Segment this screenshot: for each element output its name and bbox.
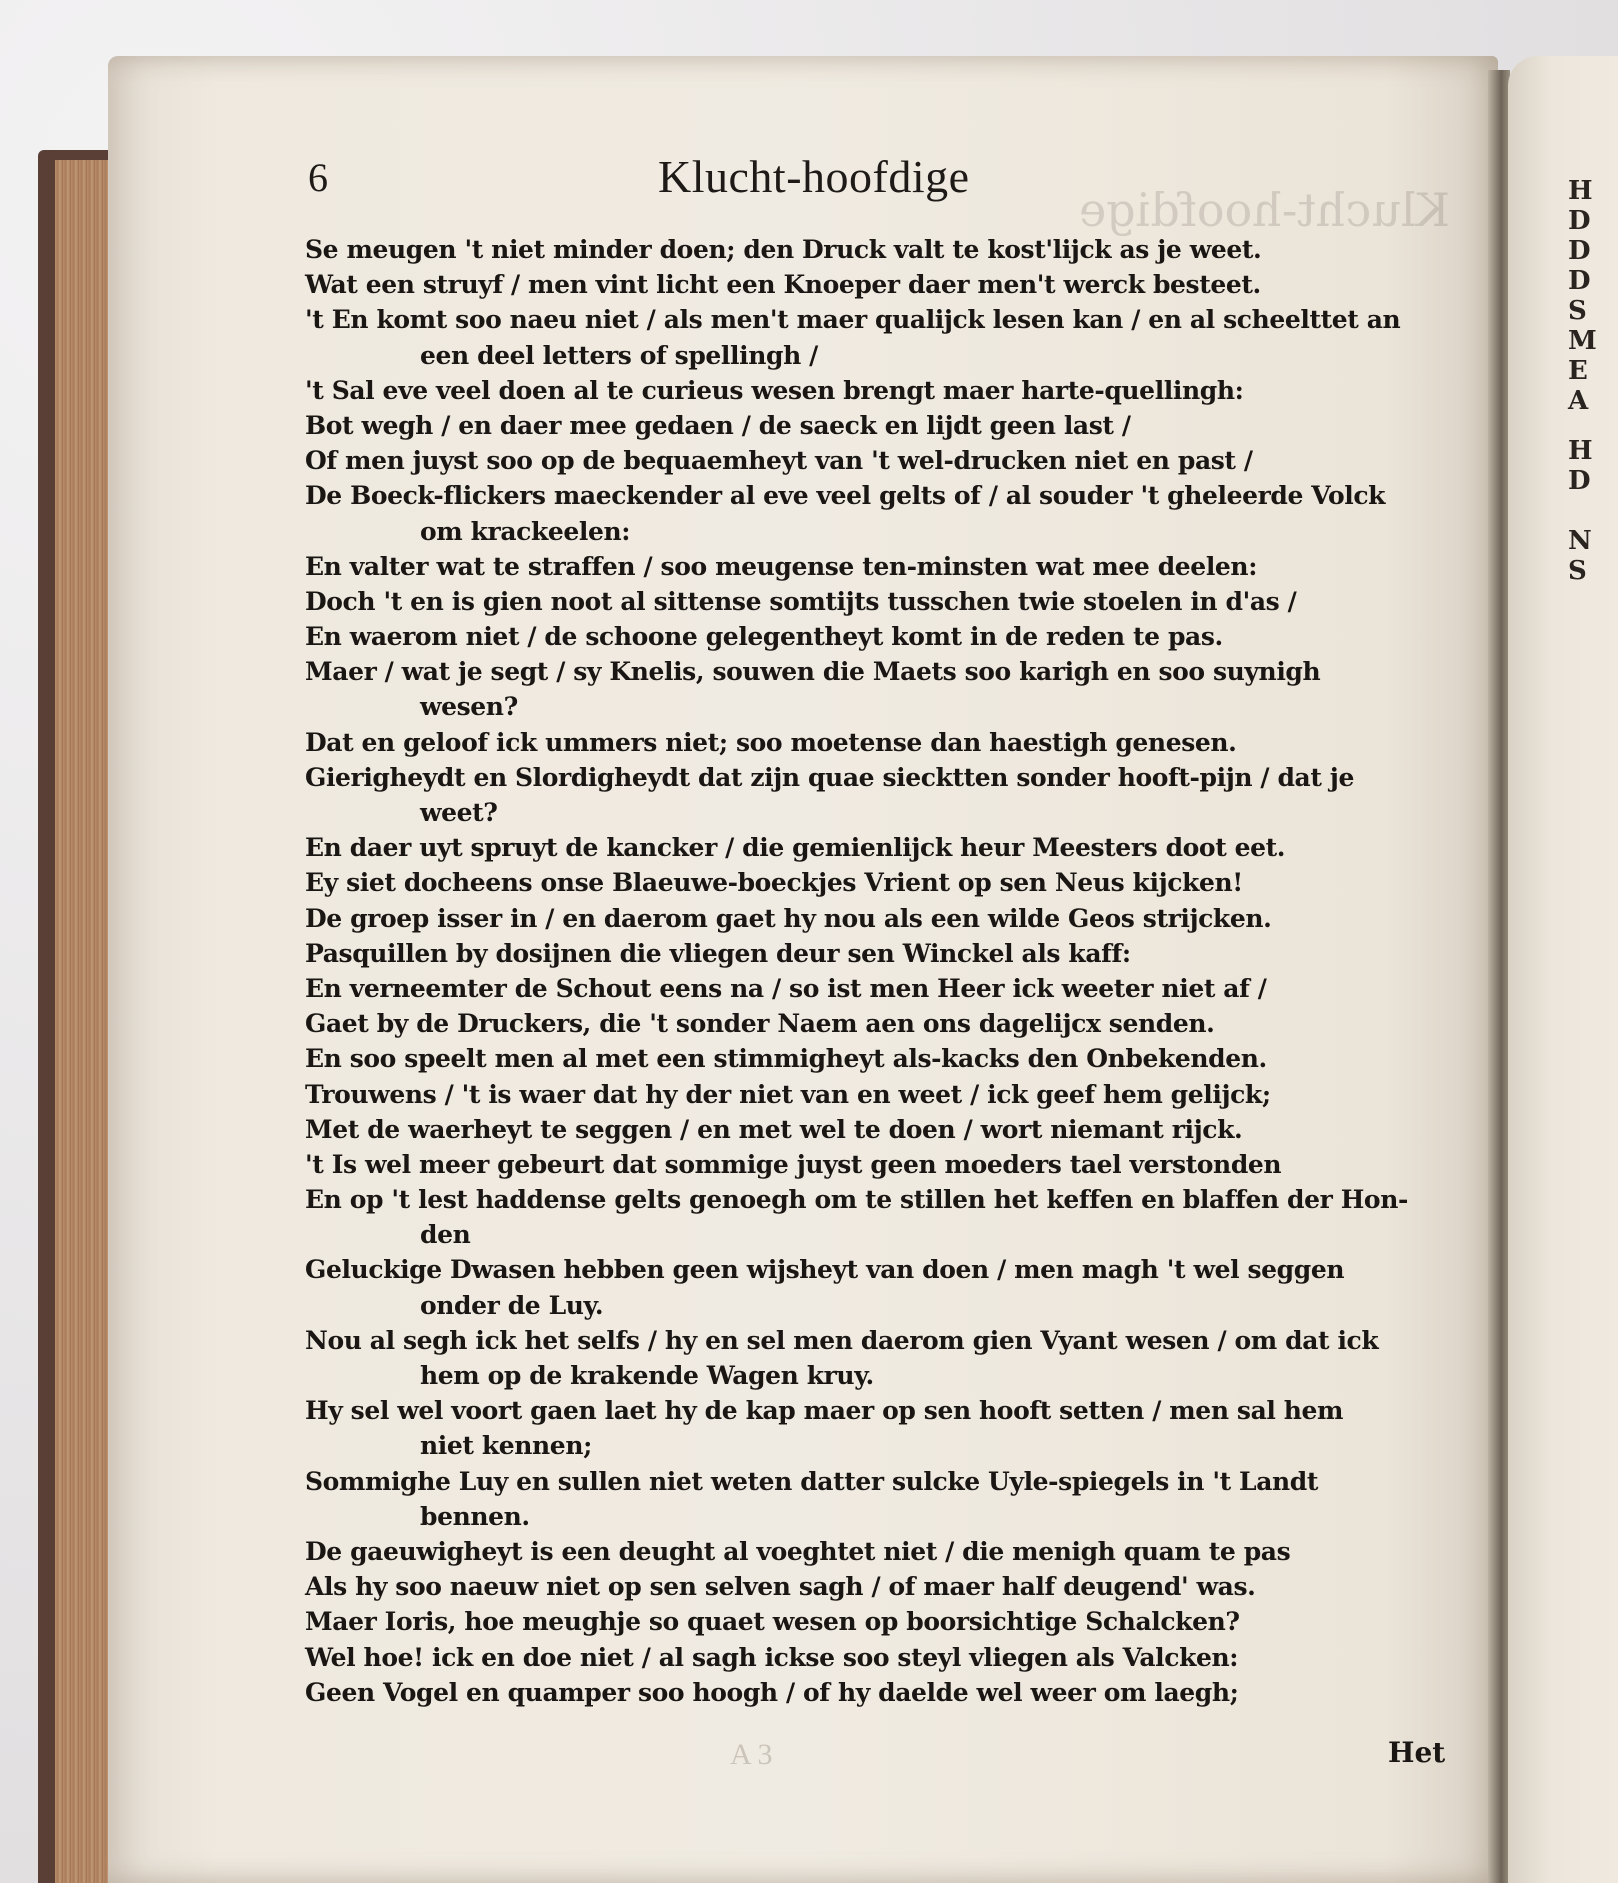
verse-line: De Boeck-flickers maeckender al eve veel gelts of / al souder 't gheleerde Volck	[305, 481, 1386, 511]
verse-line: 't En komt soo naeu niet / als men't maer qualijck lesen kan / en al scheelttet an	[305, 305, 1401, 335]
verse-line: En soo speelt men al met een stimmigheyt als-kacks den Onbekenden.	[305, 1044, 1267, 1074]
verse-line: En daer uyt spruyt de kancker / die gemienlijck heur Meesters doot eet.	[305, 833, 1286, 863]
verse-line-continuation: hem op de krakende Wagen kruy.	[420, 1361, 874, 1390]
verse-line: 't Sal eve veel doen al te curieus wesen brengt maer harte-quellingh:	[305, 375, 1244, 405]
verse-line-continuation: bennen.	[420, 1501, 530, 1531]
facing-page-edge	[1508, 56, 1618, 1883]
facing-page-glyph: M	[1568, 326, 1597, 356]
verse-line-continuation: den	[420, 1220, 471, 1250]
verse-line: De gaeuwigheyt is een deught al voeghtet niet / die menigh quam te pas	[305, 1536, 1291, 1566]
signature-mark-ghost: A 3	[730, 1738, 773, 1771]
verse-line-continuation: onder de Luy.	[420, 1290, 604, 1320]
verse-line: Wel hoe! ick en doe niet / al sagh ickse soo steyl vliegen als Valcken:	[305, 1642, 1239, 1672]
verse-line: 't Is wel meer gebeurt dat sommige juyst geen moeders tael verstonden	[305, 1149, 1282, 1179]
page-header	[308, 150, 1408, 210]
running-head: Klucht-hoofdige	[658, 151, 970, 202]
verse-line: Sommighe Luy en sullen niet weten datter sulcke Uyle-spiegels in 't Landt	[305, 1466, 1319, 1496]
verse-line: Gaet by de Druckers, die 't sonder Naem aen ons dagelijcx senden.	[305, 1009, 1215, 1039]
verse-line: Pasquillen by dosijnen die vliegen deur sen Winckel als kaff:	[305, 938, 1131, 968]
verse-line: Met de waerheyt te seggen / en met wel te doen / wort niemant rijck.	[305, 1114, 1243, 1144]
verse-line: Geen Vogel en quamper soo hoogh / of hy daelde wel weer om laegh;	[305, 1677, 1239, 1707]
verse-line: De groep isser in / en daerom gaet hy nou als een wilde Geos strijcken.	[305, 903, 1272, 933]
verse-line: Nou al segh ick het selfs / hy en sel men daerom gien Vyant wesen / om dat ick	[305, 1325, 1379, 1355]
facing-page-glyph: E	[1568, 356, 1588, 386]
facing-page-glyph: H	[1568, 436, 1593, 466]
facing-page-glyph: S	[1568, 296, 1587, 326]
verse-line: Bot wegh / en daer mee gedaen / de saeck en lijdt geen last /	[305, 410, 1131, 440]
verse-line: Gierigheydt en Slordigheydt dat zijn quae siecktten sonder hooft-pijn / dat je	[305, 762, 1354, 792]
verse-line-continuation: wesen?	[420, 692, 518, 722]
verse-line: Hy sel wel voort gaen laet hy de kap maer op sen hooft setten / men sal hem	[305, 1396, 1344, 1426]
verse-line: Ey siet docheens onse Blaeuwe-boeckjes Vrient op sen Neus kijcken!	[305, 868, 1243, 898]
verse-line: En verneemter de Schout eens na / so ist men Heer ick weeter niet af /	[305, 973, 1267, 1003]
facing-page-glyph: H	[1568, 176, 1593, 206]
verse-line: Geluckige Dwasen hebben geen wijsheyt van doen / men magh 't wel seggen	[305, 1255, 1345, 1285]
verse-line: Maer Ioris, hoe meughje so quaet wesen op boorsichtige Schalcken?	[305, 1607, 1240, 1637]
verse-line: En valter wat te straffen / soo meugense ten-minsten wat mee deelen:	[305, 551, 1258, 581]
verse-line: Se meugen 't niet minder doen; den Druck valt te kost'lijck as je weet.	[305, 235, 1262, 264]
catchword: Het	[1388, 1736, 1446, 1769]
facing-page-glyph: S	[1568, 556, 1587, 586]
facing-page-glyph: D	[1568, 466, 1591, 496]
verse-line: En waerom niet / de schoone gelegentheyt komt in de reden te pas.	[305, 622, 1223, 652]
facing-page-glyph: A	[1568, 386, 1589, 416]
verse-line: Of men juyst soo op de bequaemheyt van 't wel-drucken niet en past /	[305, 446, 1253, 476]
verse-text-block	[305, 232, 1455, 1710]
verse-line-continuation: om krackeelen:	[420, 516, 631, 546]
verse-line: Trouwens / 't is waer dat hy der niet van en weet / ick geef hem gelijck;	[305, 1079, 1271, 1109]
facing-page-glyph: D	[1568, 266, 1591, 296]
verse-line: Wat een struyf / men vint licht een Knoeper daer men't werck besteet.	[305, 270, 1261, 300]
verse-line: Dat en geloof ick ummers niet; soo moetense dan haestigh genesen.	[305, 727, 1237, 757]
verse-line: Als hy soo naeuw niet op sen selven sagh / of maer half deugend' was.	[305, 1572, 1256, 1602]
facing-page-glyph: D	[1568, 206, 1591, 236]
facing-page-glyph: D	[1568, 236, 1591, 266]
verse-line-continuation: niet kennen;	[420, 1431, 592, 1461]
page-number: 6	[308, 155, 328, 200]
verse-line-continuation: weet?	[420, 798, 498, 827]
verse-line: Doch 't en is gien noot al sittense somtijts tusschen twie stoelen in d'as /	[305, 586, 1297, 616]
book-gutter	[1488, 70, 1510, 1883]
verse-line-continuation: een deel letters of spellingh /	[420, 340, 818, 370]
verse-line: En op 't lest haddense gelts genoegh om te stillen het keffen en blaffen der Hon-	[305, 1185, 1408, 1215]
facing-page-glyph: N	[1568, 526, 1592, 556]
verse-line: Maer / wat je segt / sy Knelis, souwen die Maets soo karigh en soo suynigh	[305, 657, 1321, 687]
